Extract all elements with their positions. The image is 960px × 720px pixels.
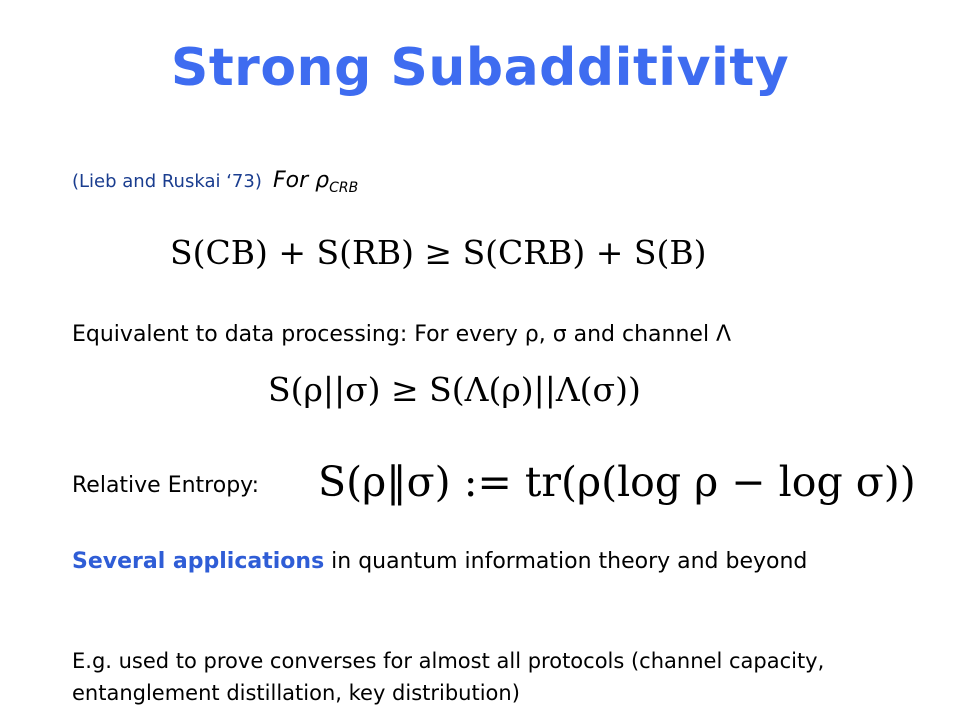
example-statement: E.g. used to prove converses for almost all protocols (channel capacity, entanglement distillation, key distribution)	[72, 649, 825, 705]
relative-entropy-formula: S(ρ‖σ) := tr(ρ(log ρ − log σ))	[318, 458, 916, 506]
citation-line	[72, 168, 358, 196]
applications-highlight: Several applications	[72, 549, 325, 574]
state-label-text: For ρ	[272, 168, 330, 193]
state-label	[272, 168, 359, 196]
ssa-inequality: S(CB) + S(RB) ≥ S(CRB) + S(B)	[170, 233, 707, 272]
citation-reference: (Lieb and Ruskai ‘73)	[72, 171, 262, 192]
relative-entropy-label: Relative Entropy:	[72, 473, 259, 498]
page-title: Strong Subadditivity	[170, 38, 790, 98]
equivalence-statement: Equivalent to data processing: For every ρ, σ and channel Λ	[72, 322, 732, 347]
applications-rest: in quantum information theory and beyond	[324, 549, 808, 574]
data-processing-inequality: S(ρ||σ) ≥ S(Λ(ρ)||Λ(σ))	[268, 370, 641, 409]
applications-statement	[72, 546, 872, 578]
state-subscript: CRB	[329, 180, 359, 196]
